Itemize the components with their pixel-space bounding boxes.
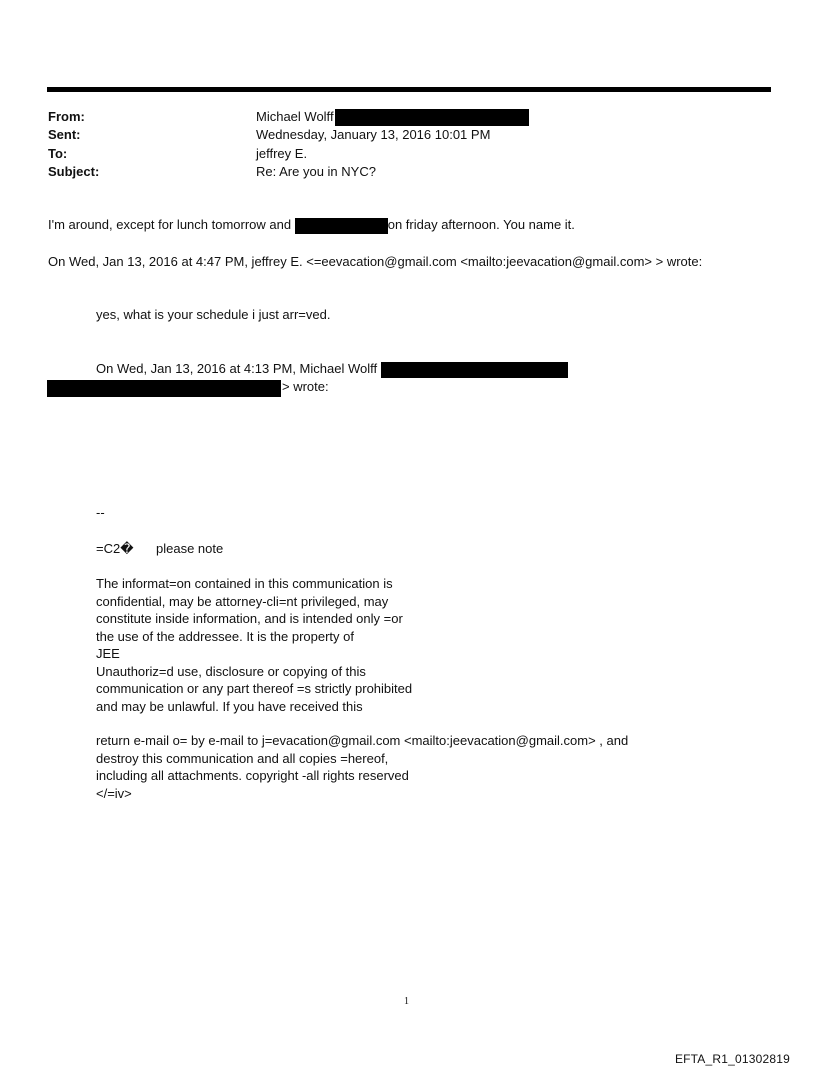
to-label: To: [48, 146, 68, 161]
to-value: jeffrey E. [256, 146, 308, 161]
quote2-header [96, 360, 568, 378]
from-label: From: [48, 109, 85, 124]
disclaimer-line: communication or any part thereof =s strictly prohibited [96, 681, 413, 696]
redaction-box [335, 109, 529, 126]
quote1-header: On Wed, Jan 13, 2016 at 4:47 PM, jeffrey E. <=eevacation@gmail.com <mailto:jeevacation@gmail.com> > wrote: [48, 254, 703, 269]
quote1-text: yes, what is your schedule i just arr=ved. [96, 307, 331, 322]
sig-note: please note [156, 541, 224, 556]
reply-text-1: I'm around, except for lunch tomorrow and [48, 217, 295, 232]
reply-text-2: on friday afternoon. You name it. [387, 217, 575, 232]
disclaimer-line: JEE [96, 646, 120, 661]
sig-c2: =C2� [96, 541, 134, 556]
subject-value: Re: Are you in NYC? [256, 164, 376, 179]
sent-value: Wednesday, January 13, 2016 10:01 PM [256, 127, 491, 142]
quote2-header-text: On Wed, Jan 13, 2016 at 4:13 PM, Michael Wolff [96, 361, 378, 376]
disclaimer-line: The informat=on contained in this communication is [96, 576, 393, 591]
from-value [256, 108, 529, 126]
redaction-box [381, 362, 568, 378]
page-number: 1 [404, 996, 409, 1007]
disclaimer-line: constitute inside information, and is intended only =or [96, 611, 403, 626]
disclaimer-line: destroy this communication and all copies =hereof, [96, 750, 389, 766]
from-name: Michael Wolff [256, 109, 334, 124]
redaction-box [47, 380, 281, 397]
disclaimer-line: </=iv> [96, 785, 132, 801]
disclaimer-line: Unauthoriz=d use, disclosure or copying of this [96, 663, 366, 679]
disclaimer [96, 575, 628, 802]
sig-dashes: -- [96, 505, 105, 520]
header-rule [47, 87, 771, 92]
disclaimer-line: the use of the addressee. It is the property of [96, 628, 354, 644]
reply-line [48, 216, 575, 234]
disclaimer-gap [96, 715, 628, 732]
disclaimer-line: and may be unlawful. If you have received this [96, 698, 363, 714]
bates-number: EFTA_R1_01302819 [674, 1052, 790, 1066]
redaction-box [295, 218, 388, 234]
disclaimer-line: confidential, may be attorney-cli=nt privileged, may [96, 593, 389, 609]
disclaimer-line: including all attachments. copyright -all rights reserved [96, 768, 409, 783]
quote2-wrote: > wrote: [282, 379, 329, 394]
disclaimer-line: return e-mail o= by e-mail to j=evacation@gmail.com <mailto:jeevacation@gmail.com> , and [96, 733, 629, 748]
sent-label: Sent: [48, 127, 81, 142]
subject-label: Subject: [48, 164, 100, 179]
